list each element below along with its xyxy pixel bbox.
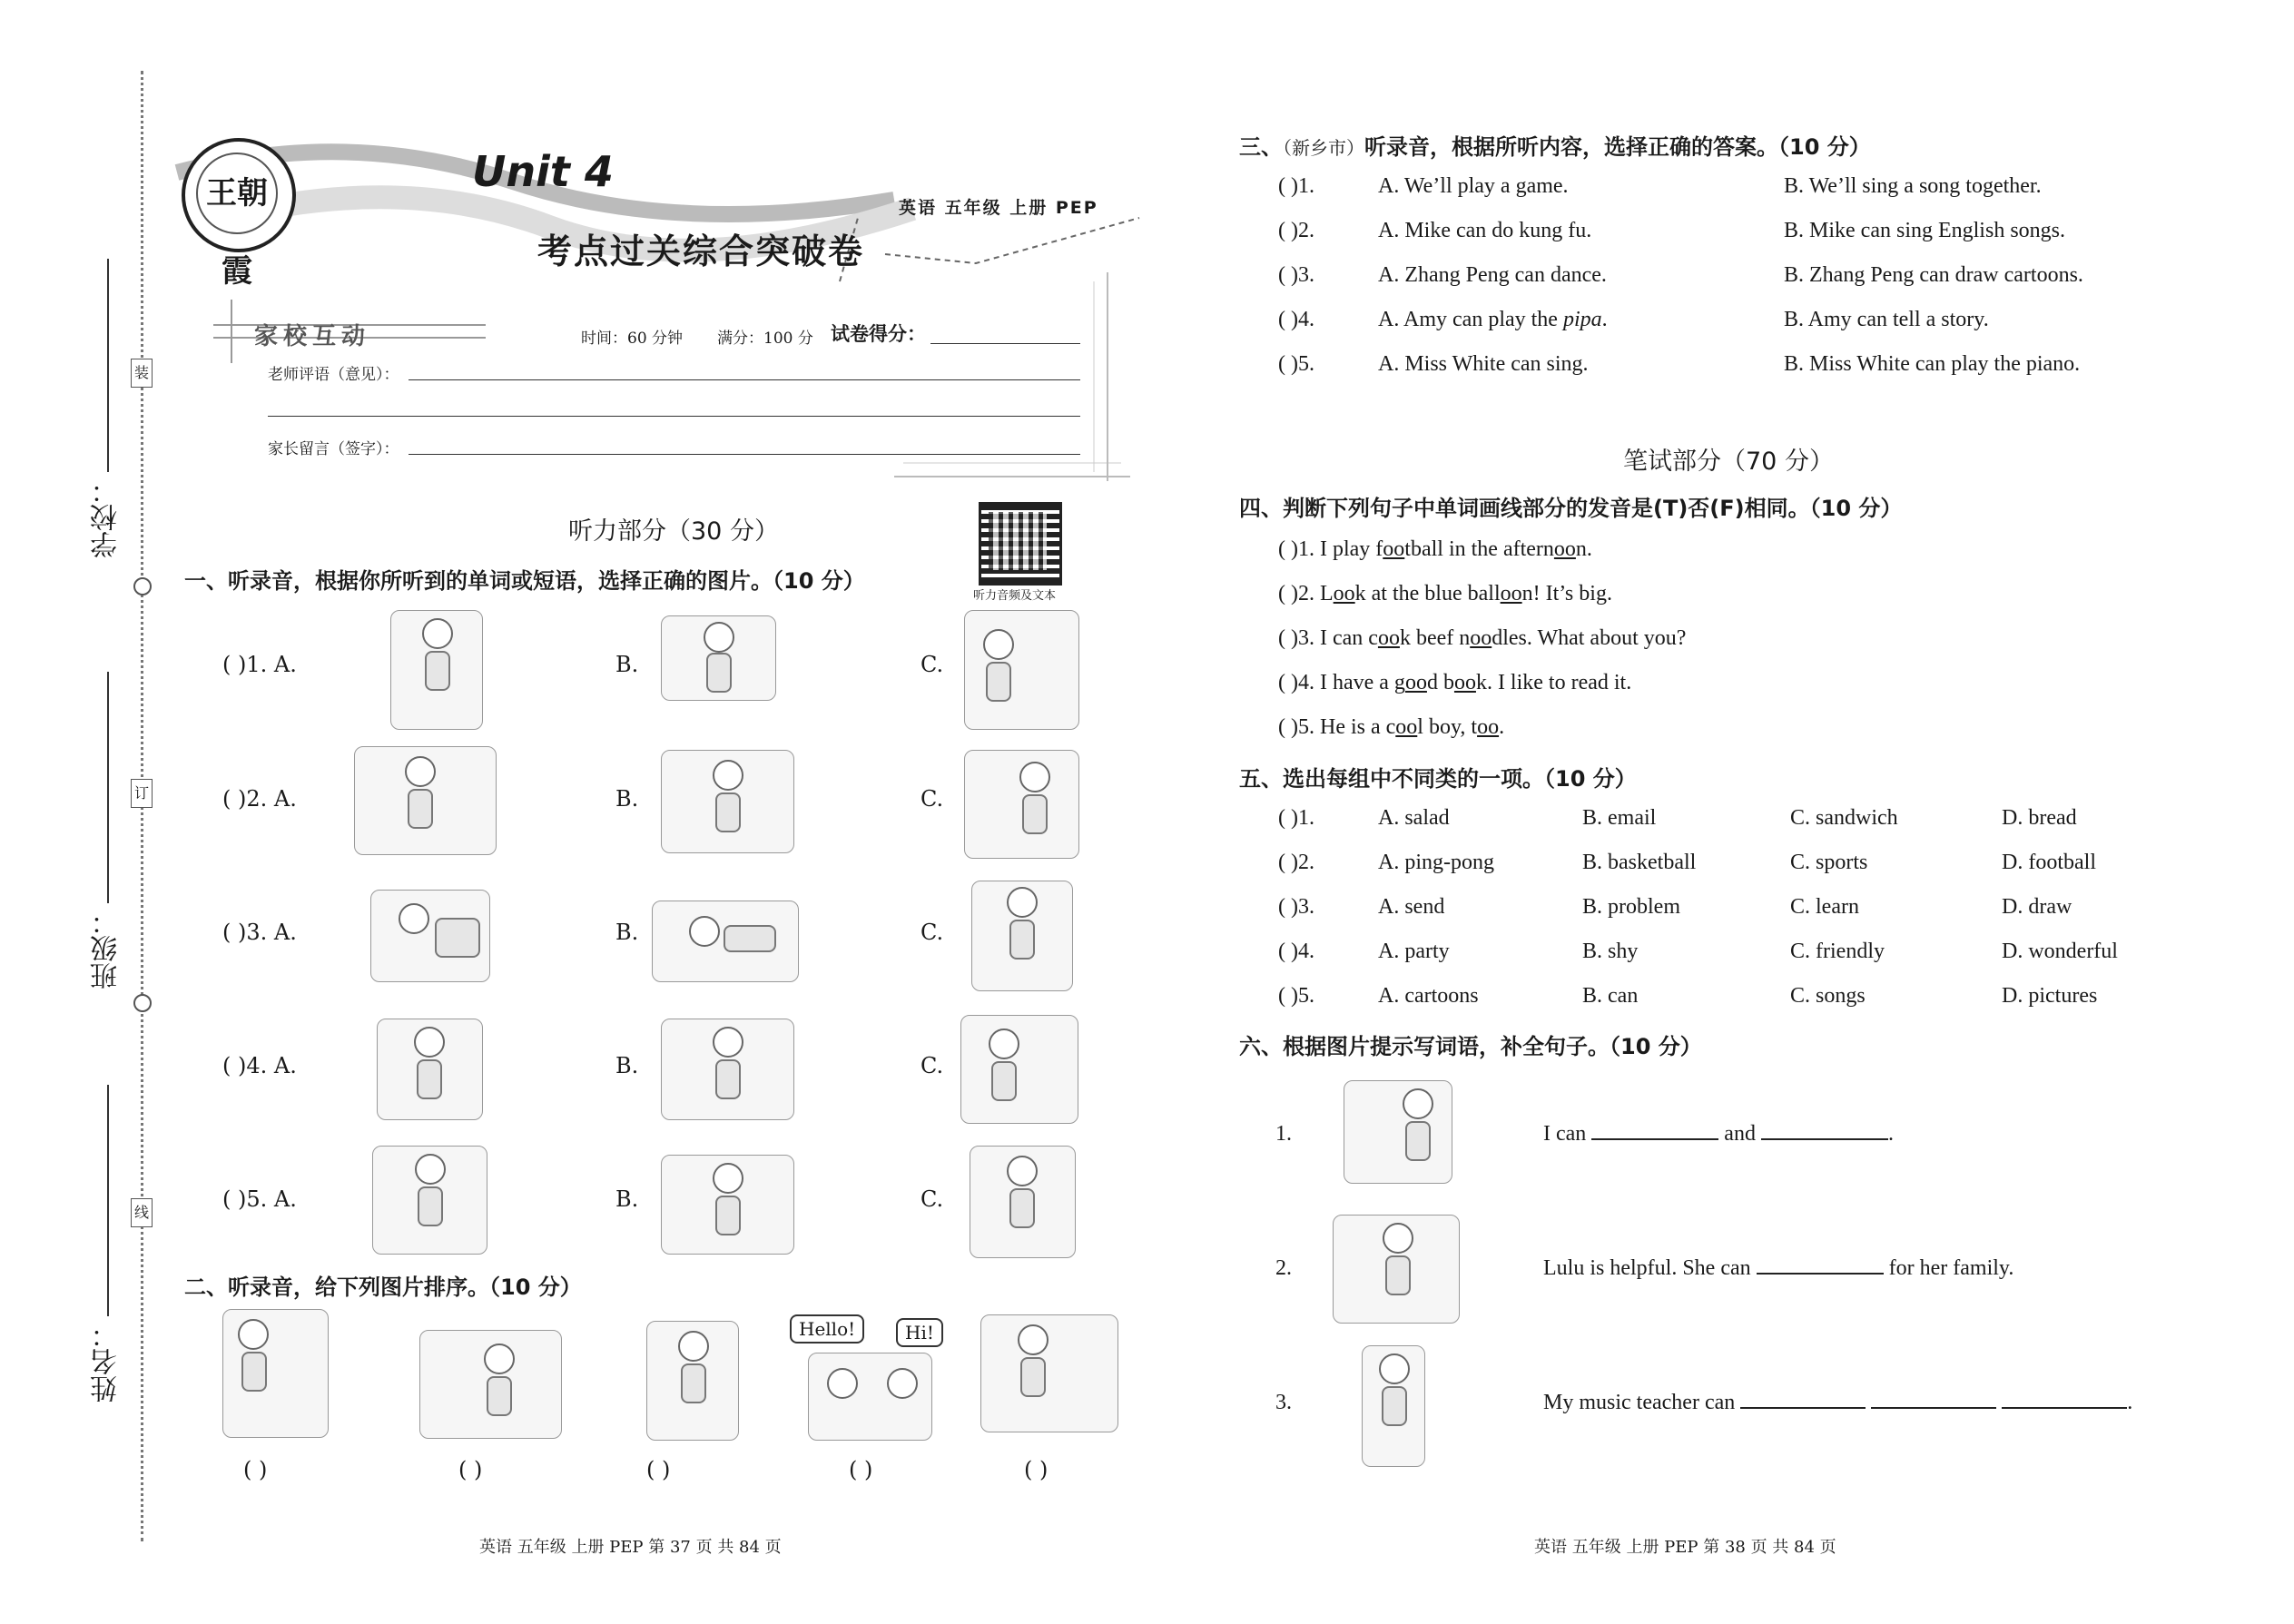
s3-a-4-end: . xyxy=(1601,308,1608,331)
s2-pic-5 xyxy=(980,1314,1118,1432)
s3-num-4[interactable]: ( )4. xyxy=(1278,308,1314,331)
s4-u2-2: oo xyxy=(1500,582,1522,605)
s1-b-5: B. xyxy=(615,1186,639,1212)
s3-b-1[interactable]: B. We’ll sing a song together. xyxy=(1784,174,2042,198)
s1-c-3: C. xyxy=(921,920,944,945)
s6-2-blank-1[interactable] xyxy=(1757,1273,1884,1275)
s4-p3-4: k. I like to read it. xyxy=(1475,671,1632,694)
s6-3-blank-1[interactable] xyxy=(1740,1407,1866,1409)
s3-num-2[interactable]: ( )2. xyxy=(1278,219,1314,242)
s4-u1-1: oo xyxy=(1383,537,1405,561)
s4-p3-5: . xyxy=(1499,715,1505,739)
s4-num-2: ( )2. xyxy=(1278,582,1314,605)
s5-a-5[interactable]: A. cartoons xyxy=(1378,984,1479,1008)
s6-3-blank-2[interactable] xyxy=(1871,1407,1996,1409)
s1-b-2: B. xyxy=(615,786,639,812)
s3-title-text: 听录音，根据所听内容，选择正确的答案。（10 分） xyxy=(1364,134,1871,160)
s4-row-2[interactable] xyxy=(1278,582,1612,606)
score-info: 满分：100 分 xyxy=(717,330,813,348)
parent-comment-label: 家长留言（签字）： xyxy=(268,440,399,458)
s3-a-4-italic: pipa xyxy=(1562,308,1602,331)
s2-pic-4 xyxy=(808,1353,932,1441)
s1-pic-3b xyxy=(652,901,799,982)
s6-2-t2: for her family. xyxy=(1888,1256,2014,1280)
s2-pic-1 xyxy=(222,1309,329,1438)
s4-num-3: ( )3. xyxy=(1278,626,1314,650)
s1-pic-4c xyxy=(960,1015,1078,1124)
s6-3-blank-3[interactable] xyxy=(2002,1407,2127,1409)
s5-num-4[interactable]: ( )4. xyxy=(1278,940,1314,963)
s4-p1-5: He is a c xyxy=(1314,715,1396,739)
s1-b-3: B. xyxy=(615,920,639,945)
section-3-title xyxy=(1239,129,1871,161)
s1-pic-3a xyxy=(370,890,490,982)
s3-b-3[interactable]: B. Zhang Peng can draw cartoons. xyxy=(1784,263,2083,287)
s4-u1-2: oo xyxy=(1333,582,1355,605)
s4-p2-2: k at the blue ball xyxy=(1354,582,1501,605)
s4-p1-4: I have a g xyxy=(1314,671,1405,694)
binding-box-1: 装 xyxy=(131,359,153,388)
s1-pic-1c xyxy=(964,610,1079,730)
unit-title: Unit 4 xyxy=(472,147,614,196)
paper-score-label: 试卷得分： xyxy=(831,323,926,345)
s4-u2-1: oo xyxy=(1553,537,1576,561)
s5-num-2[interactable]: ( )2. xyxy=(1278,851,1314,874)
s6-1-t3: . xyxy=(1887,1122,1894,1146)
s6-pic-1 xyxy=(1344,1080,1452,1184)
teacher-comment-label: 老师评语（意见）： xyxy=(268,366,399,384)
s2-answer-1[interactable]: ( ) xyxy=(243,1457,268,1482)
s1-pic-4a xyxy=(377,1019,483,1120)
s3-b-5[interactable]: B. Miss White can play the piano. xyxy=(1784,352,2081,376)
binding-hole-1 xyxy=(133,577,152,595)
s4-num-4: ( )4. xyxy=(1278,671,1314,694)
s1-num-3[interactable]: ( )3. A. xyxy=(222,920,297,945)
section-6-title: 六、根据图片提示写词语，补全句子。（10 分） xyxy=(1239,1034,1702,1059)
s5-a-1[interactable]: A. salad xyxy=(1378,806,1450,830)
s6-num-3: 3. xyxy=(1275,1391,1292,1414)
s4-p3-2: n! It’s big. xyxy=(1521,582,1612,605)
name-blank[interactable] xyxy=(107,1085,109,1316)
s6-pic-3 xyxy=(1362,1345,1425,1467)
s4-p3-1: n. xyxy=(1575,537,1592,561)
s6-num-2: 2. xyxy=(1275,1256,1292,1280)
s2-bubble-hi: Hi! xyxy=(896,1318,943,1347)
s2-answer-4[interactable]: ( ) xyxy=(849,1457,873,1482)
s1-pic-2c xyxy=(964,750,1079,859)
s4-p2-3: k beef n xyxy=(1399,626,1471,650)
s1-pic-5c xyxy=(970,1146,1076,1258)
s1-c-1: C. xyxy=(921,652,944,677)
s1-pic-5a xyxy=(372,1146,487,1255)
s6-2-t1: Lulu is helpful. She can xyxy=(1543,1256,1751,1280)
s3-region: （新乡市） xyxy=(1283,137,1364,159)
s3-a-3[interactable]: A. Zhang Peng can dance. xyxy=(1378,263,1607,287)
s3-num-5[interactable]: ( )5. xyxy=(1278,352,1314,376)
s1-c-2: C. xyxy=(921,786,944,812)
s5-d-1[interactable]: D. bread xyxy=(2002,806,2077,830)
s3-a-2[interactable]: A. Mike can do kung fu. xyxy=(1378,219,1592,242)
s4-u2-3: oo xyxy=(1470,626,1492,650)
publisher-logo xyxy=(182,138,296,290)
main-title: 考点过关综合突破卷 xyxy=(537,231,865,271)
s4-num-5: ( )5. xyxy=(1278,715,1314,739)
s3-num-3[interactable]: ( )3. xyxy=(1278,263,1314,287)
s5-c-2[interactable]: C. sports xyxy=(1790,851,1868,874)
s4-num-1: ( )1. xyxy=(1278,537,1314,561)
s2-bubble-hello: Hello! xyxy=(790,1314,864,1343)
school-blank[interactable] xyxy=(107,259,109,472)
logo-text: 王朝霞 xyxy=(196,153,278,234)
right-page-footer: 英语 五年级 上册 PEP 第 38 页 共 84 页 xyxy=(1534,1538,1836,1557)
s4-u2-5: oo xyxy=(1477,715,1500,739)
s3-a-4[interactable] xyxy=(1378,308,1608,332)
class-blank[interactable] xyxy=(107,672,109,903)
s4-p3-3: dles. What about you? xyxy=(1492,626,1687,650)
s1-pic-1b xyxy=(661,615,776,701)
s4-p1-2: L xyxy=(1314,582,1334,605)
s5-b-4[interactable]: B. shy xyxy=(1582,940,1639,963)
s4-u1-5: oo xyxy=(1395,715,1418,739)
s2-pic-3 xyxy=(646,1321,739,1441)
s1-b-1: B. xyxy=(615,652,639,677)
s3-a-1[interactable]: A. We’ll play a game. xyxy=(1378,174,1569,198)
s3-a-4-text: A. Amy can play the xyxy=(1378,308,1563,331)
s3-b-2[interactable]: B. Mike can sing English songs. xyxy=(1784,219,2065,242)
s5-num-1[interactable]: ( )1. xyxy=(1278,806,1314,830)
s5-a-4[interactable]: A. party xyxy=(1378,940,1450,963)
s5-b-1[interactable]: B. email xyxy=(1582,806,1657,830)
listening-part-title: 听力部分（30 分） xyxy=(568,517,779,546)
s4-p2-1: tball in the aftern xyxy=(1404,537,1554,561)
s3-num-1[interactable]: ( )1. xyxy=(1278,174,1314,198)
written-part-title: 笔试部分（70 分） xyxy=(1623,448,1834,476)
s1-num-1[interactable]: ( )1. A. xyxy=(222,652,297,677)
qr-code[interactable] xyxy=(979,502,1062,586)
section-4-title: 四、判断下列句子中单词画线部分的发音是(T)否(F)相同。（10 分） xyxy=(1239,496,1903,521)
s4-row-1[interactable] xyxy=(1278,537,1592,562)
s3-prefix: 三、 xyxy=(1239,134,1283,160)
s6-1-blank-2[interactable] xyxy=(1761,1138,1888,1140)
subject-tag: 英语 五年级 上册 PEP xyxy=(899,198,1098,218)
s2-pic-2 xyxy=(419,1330,562,1439)
s6-1-t2: and xyxy=(1724,1122,1756,1146)
s6-1-t1: I can xyxy=(1543,1122,1587,1146)
s6-pic-2 xyxy=(1333,1215,1460,1324)
s4-u1-3: oo xyxy=(1377,626,1400,650)
s4-p1-3: I can c xyxy=(1314,626,1378,650)
s6-sentence-3 xyxy=(1543,1391,2132,1415)
s1-num-2[interactable]: ( )2. A. xyxy=(222,786,297,812)
s5-b-5[interactable]: B. can xyxy=(1582,984,1639,1008)
s4-row-5[interactable] xyxy=(1278,715,1504,740)
class-label: 班级： xyxy=(91,908,123,989)
s5-d-2[interactable]: D. football xyxy=(2002,851,2096,874)
time-info: 时间：60 分钟 xyxy=(581,330,684,348)
s5-a-2[interactable]: A. ping-pong xyxy=(1378,851,1494,874)
s5-b-2[interactable]: B. basketball xyxy=(1582,851,1697,874)
s6-sentence-2 xyxy=(1543,1256,2013,1281)
s2-answer-5[interactable]: ( ) xyxy=(1024,1457,1049,1482)
s5-d-4[interactable]: D. wonderful xyxy=(2002,940,2118,963)
name-label: 姓名： xyxy=(91,1321,123,1403)
section-1-title: 一、听录音，根据你所听到的单词或短语，选择正确的图片。（10 分） xyxy=(184,568,865,594)
section-5-title: 五、选出每组中不同类的一项。（10 分） xyxy=(1239,766,1637,792)
s1-c-4: C. xyxy=(921,1053,944,1078)
s4-row-4[interactable] xyxy=(1278,671,1631,695)
s6-3-t2: . xyxy=(2127,1391,2133,1414)
s4-p2-4: d b xyxy=(1426,671,1454,694)
s5-num-3[interactable]: ( )3. xyxy=(1278,895,1314,919)
s5-c-3[interactable]: C. learn xyxy=(1790,895,1859,919)
s3-b-4[interactable]: B. Amy can tell a story. xyxy=(1784,308,1989,331)
s5-a-3[interactable]: A. send xyxy=(1378,895,1445,919)
s2-answer-3[interactable]: ( ) xyxy=(646,1457,671,1482)
s5-c-5[interactable]: C. songs xyxy=(1790,984,1866,1008)
s5-d-5[interactable]: D. pictures xyxy=(2002,984,2098,1008)
s6-num-1: 1. xyxy=(1275,1122,1292,1146)
s5-c-4[interactable]: C. friendly xyxy=(1790,940,1885,963)
s1-num-5[interactable]: ( )5. A. xyxy=(222,1186,297,1212)
s1-num-4[interactable]: ( )4. A. xyxy=(222,1053,297,1078)
s1-b-4: B. xyxy=(615,1053,639,1078)
section-2-title: 二、听录音，给下列图片排序。（10 分） xyxy=(184,1275,582,1300)
s5-d-3[interactable]: D. draw xyxy=(2002,895,2072,919)
s4-u2-4: oo xyxy=(1453,671,1476,694)
s1-pic-1a xyxy=(390,610,483,730)
s4-u1-4: oo xyxy=(1404,671,1427,694)
s1-pic-3c xyxy=(971,881,1073,991)
s5-b-3[interactable]: B. problem xyxy=(1582,895,1680,919)
qr-caption: 听力音频及文本 xyxy=(973,589,1057,603)
binding-box-2: 订 xyxy=(131,779,153,808)
s1-pic-2a xyxy=(354,746,497,855)
s6-3-t1: My music teacher can xyxy=(1543,1391,1736,1414)
s4-p1-1: I play f xyxy=(1314,537,1383,561)
s1-pic-4b xyxy=(661,1019,794,1120)
home-school-label: 家校互动 xyxy=(254,323,371,350)
s4-row-3[interactable] xyxy=(1278,626,1686,651)
s4-p2-5: l boy, t xyxy=(1417,715,1478,739)
binding-box-3: 线 xyxy=(131,1198,153,1227)
s5-c-1[interactable]: C. sandwich xyxy=(1790,806,1898,830)
binding-hole-2 xyxy=(133,994,152,1012)
s6-sentence-1 xyxy=(1543,1122,1894,1147)
s5-num-5[interactable]: ( )5. xyxy=(1278,984,1314,1008)
s2-answer-2[interactable]: ( ) xyxy=(458,1457,483,1482)
left-page-footer: 英语 五年级 上册 PEP 第 37 页 共 84 页 xyxy=(479,1538,782,1557)
school-label: 学校： xyxy=(91,477,123,558)
s6-1-blank-1[interactable] xyxy=(1591,1138,1718,1140)
s1-pic-2b xyxy=(661,750,794,853)
s1-c-5: C. xyxy=(921,1186,944,1212)
s1-pic-5b xyxy=(661,1155,794,1255)
header-grid-decoration xyxy=(894,272,1130,481)
s3-a-5[interactable]: A. Miss White can sing. xyxy=(1378,352,1589,376)
